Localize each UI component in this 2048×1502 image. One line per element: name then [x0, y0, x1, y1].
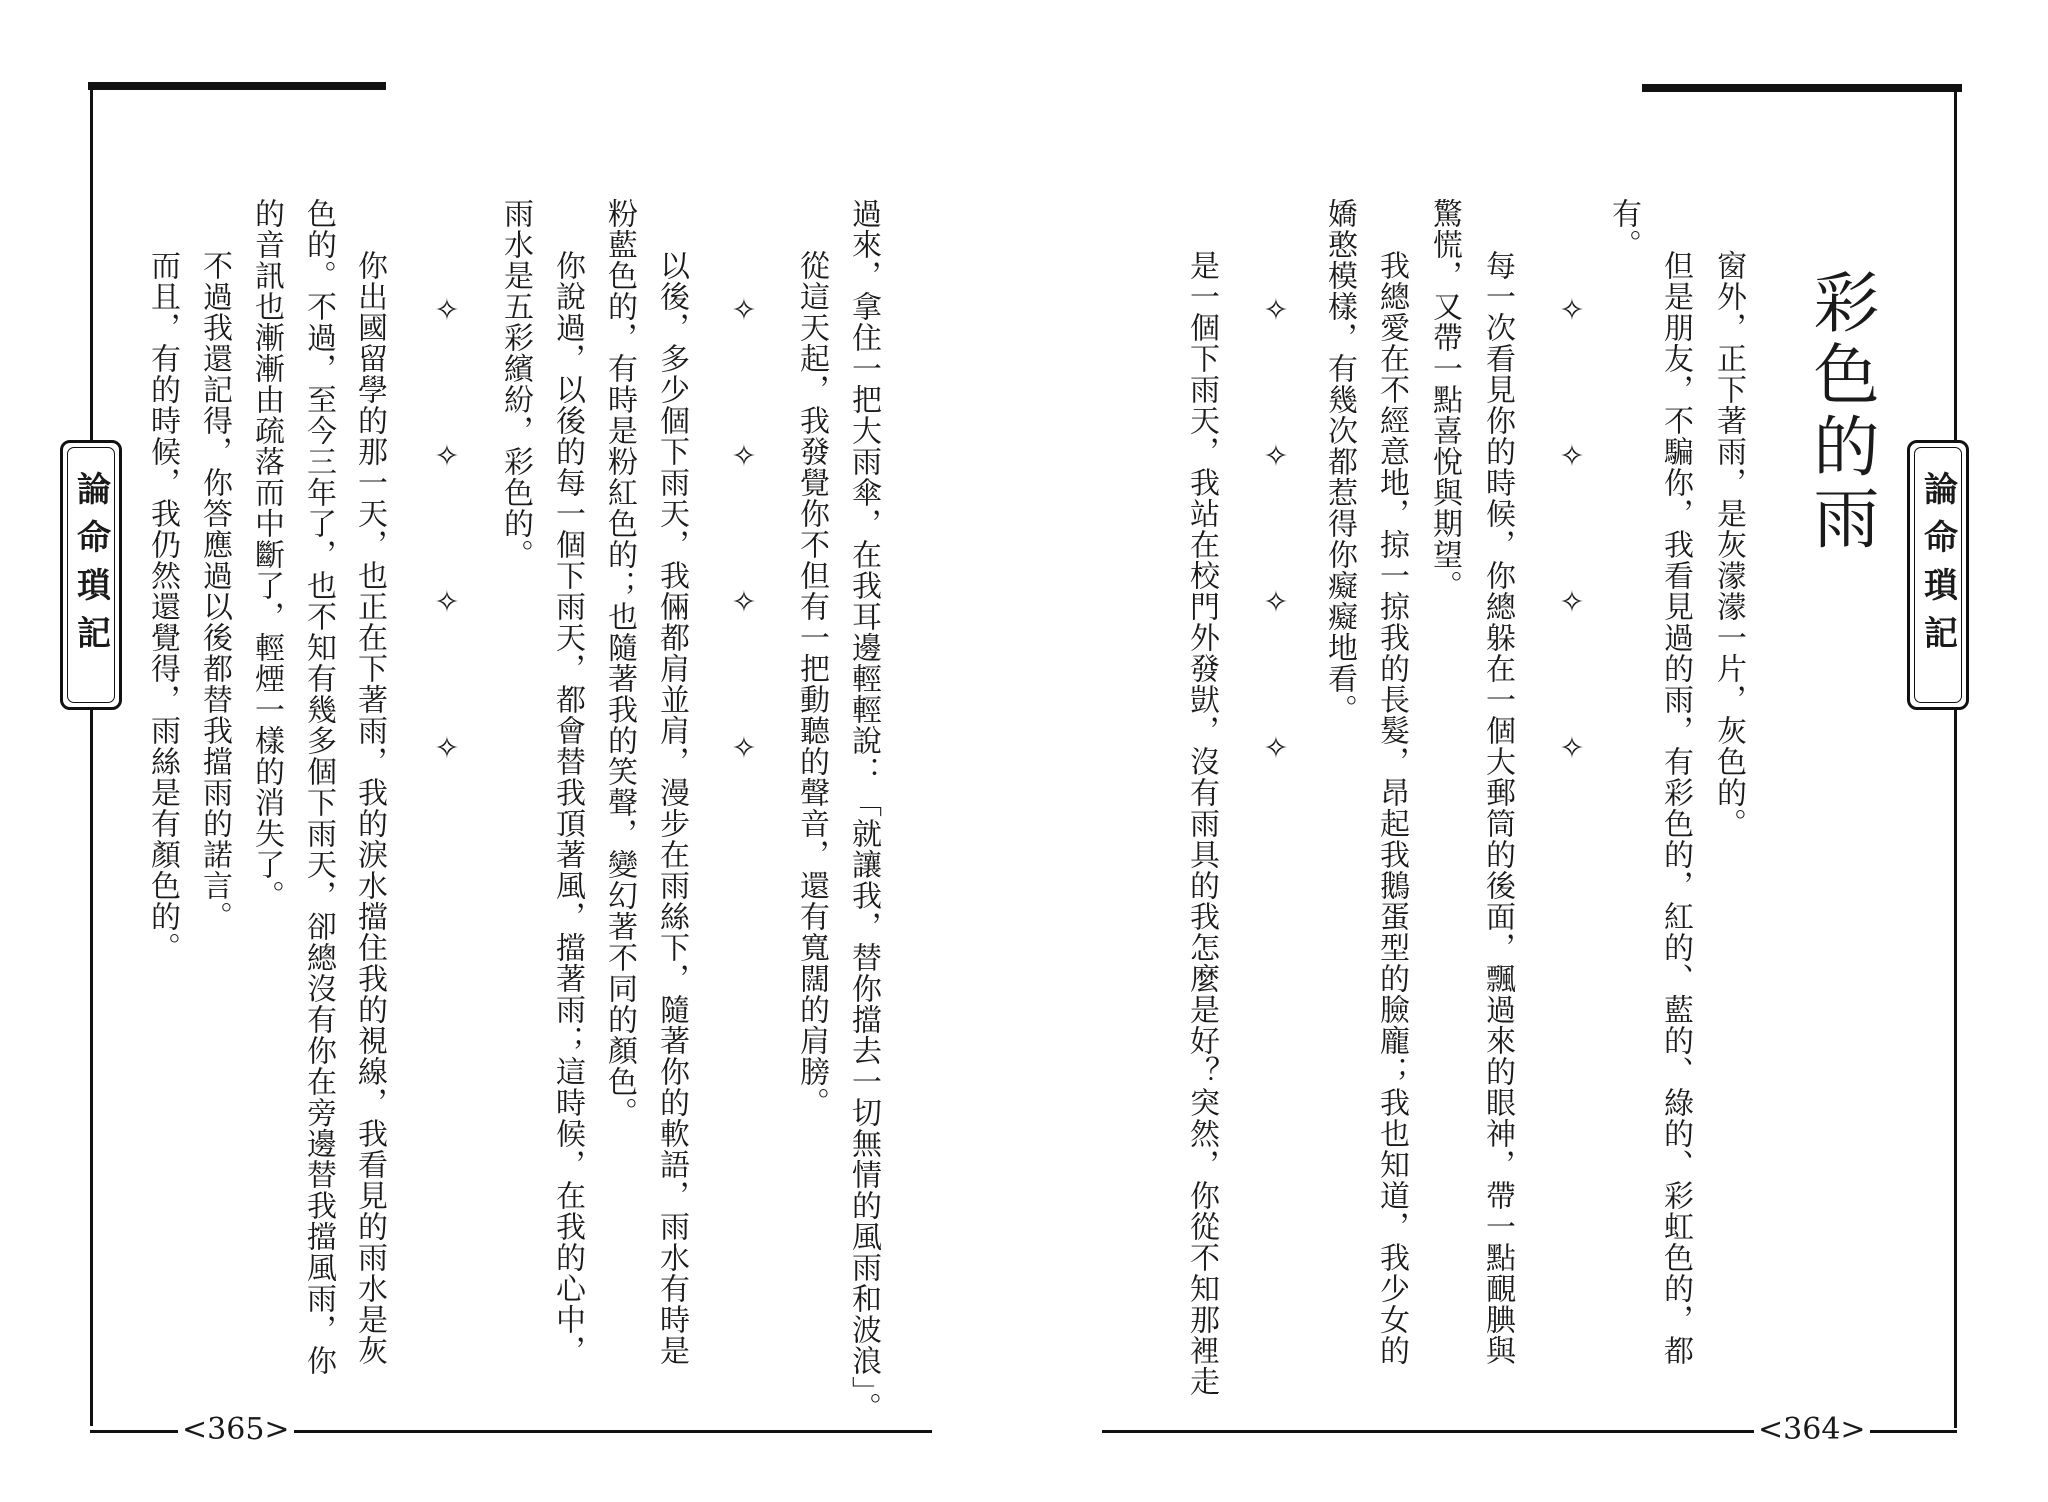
separator-star: ✧: [434, 731, 460, 766]
section-separator: [430, 293, 464, 766]
separator-star: ✧: [1559, 585, 1585, 620]
section-separator: [727, 293, 761, 766]
separator-star: ✧: [731, 585, 757, 620]
right-border-line: [1954, 88, 1957, 1428]
text-column: 而且，有的時候，我仍然還覺得，雨絲是有顏色的。: [145, 250, 180, 963]
text-column: 不過我還記得，你答應過以後都替我擋雨的諾言。: [197, 250, 232, 932]
header-seal: [1907, 440, 1969, 710]
header-text: 論命瑣記: [1917, 471, 1958, 663]
text-column: 但是朋友，不騙你，我看見過的雨，有彩色的，紅的、藍的、綠的、彩虹色的，都: [1658, 250, 1693, 1366]
text-column: 色的。不過，至今三年了，也不知有幾多個下雨天，卻總沒有你在旁邊替我擋風雨，你: [301, 198, 336, 1376]
separator-star: ✧: [731, 439, 757, 474]
text-column: 你出國留學的那一天，也正在下著雨，我的淚水擋住我的視線，我看見的雨水是灰: [352, 250, 387, 1366]
separator-star: ✧: [731, 731, 757, 766]
separator-star: ✧: [434, 293, 460, 328]
separator-star: ✧: [1559, 293, 1585, 328]
text-column: 驚慌，又帶一點喜悅與期望。: [1427, 198, 1462, 601]
text-column: 過來，拿住一把大雨傘，在我耳邊輕輕說：「就讓我，替你擋去一切無情的風雨和波浪」。: [846, 198, 881, 1423]
text-column: 嬌憨模樣，有幾次都惹得你癡癡地看。: [1322, 198, 1357, 725]
text-column: 以後，多少個下雨天，我倆都肩並肩，漫步在雨絲下，隨著你的軟語，雨水有時是: [654, 250, 689, 1366]
text-column: 是一個下雨天，我站在校門外發獃，沒有雨具的我怎麼是好？突然，你從不知那裡走: [1184, 250, 1219, 1397]
text-column: 每一次看見你的時候，你總躲在一個大郵筒的後面，飄過來的眼神，帶一點靦腆與: [1480, 250, 1515, 1366]
page-number: <364>: [1754, 1413, 1870, 1447]
top-rule: [1642, 84, 1962, 92]
separator-star: ✧: [434, 585, 460, 620]
right-page: [1024, 0, 2048, 1502]
left-border-line: [90, 86, 93, 1426]
text-column: 的音訊也漸漸由疏落而中斷了，輕煙一樣的消失了。: [249, 198, 284, 911]
section-separator: [1555, 293, 1589, 766]
separator-star: ✧: [1559, 439, 1585, 474]
text-column: 從這天起，我發覺你不但有一把動聽的聲音，還有寬闊的肩膀。: [794, 250, 829, 1118]
separator-star: ✧: [1559, 731, 1585, 766]
separator-star: ✧: [1263, 439, 1289, 474]
separator-star: ✧: [1263, 731, 1289, 766]
text-column: 雨水是五彩繽紛，彩色的。: [498, 198, 533, 570]
separator-star: ✧: [731, 293, 757, 328]
header-text: 論命瑣記: [70, 471, 111, 663]
header-seal: [60, 440, 122, 710]
separator-star: ✧: [1263, 585, 1289, 620]
text-column: 我總愛在不經意地，掠一掠我的長髮，昂起我鵝蛋型的臉龐；我也知道，我少女的: [1374, 250, 1409, 1366]
text-column: 你說過，以後的每一個下雨天，都會替我頂著風，擋著雨；這時候，在我的心中，: [550, 250, 585, 1366]
text-column: 粉藍色的，有時是粉紅色的；也隨著我的笑聲，變幻著不同的顏色。: [602, 198, 637, 1128]
separator-star: ✧: [434, 439, 460, 474]
section-separator: [1259, 293, 1293, 766]
text-column: 有。: [1606, 198, 1641, 260]
page-number: <365>: [178, 1413, 294, 1447]
top-rule: [88, 82, 386, 90]
text-column: 窗外，正下著雨，是灰濛濛一片，灰色的。: [1711, 250, 1746, 839]
article-title: 彩色的雨: [1802, 268, 1879, 556]
separator-star: ✧: [1263, 293, 1289, 328]
